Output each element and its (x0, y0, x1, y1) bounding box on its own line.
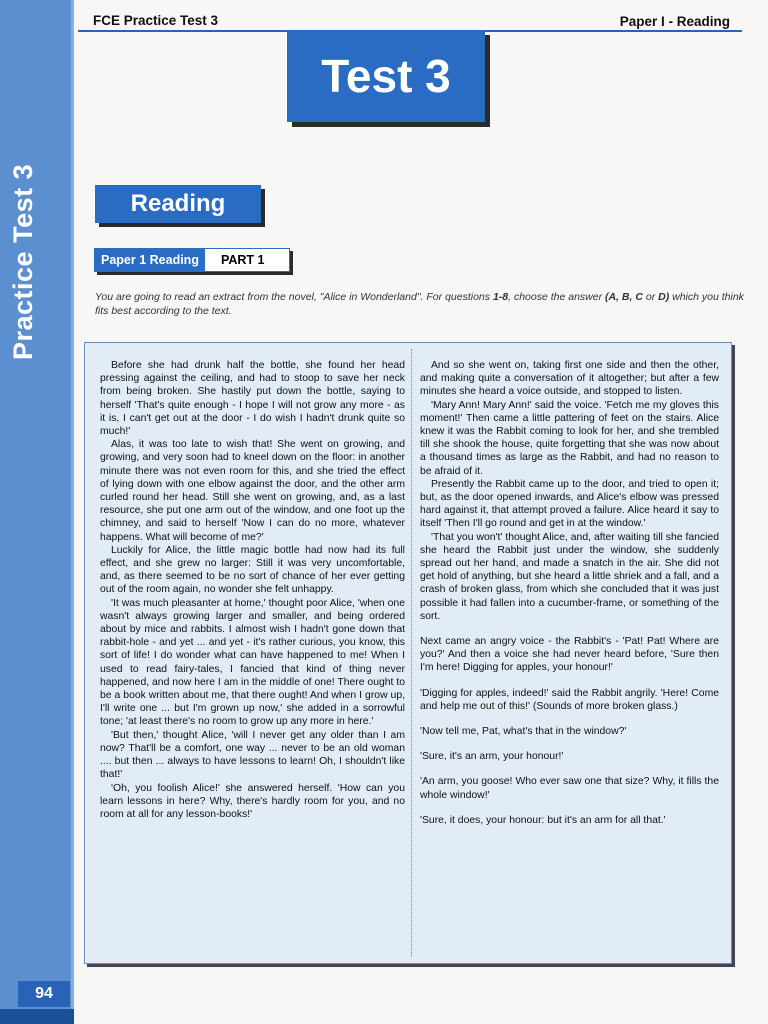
reading-passage (84, 342, 732, 964)
instructions-text-3: or (642, 291, 659, 303)
passage-paragraph: 'An arm, you goose! Who ever saw one that size? Why, it fills the whole window!' (420, 776, 719, 801)
part-label: PART 1 (205, 249, 289, 271)
paper-label: Paper 1 Reading (95, 249, 205, 271)
section-title: Reading (95, 185, 261, 223)
bottom-strip (0, 1009, 74, 1024)
passage-paragraph: Presently the Rabbit came up to the door, and tried to open it; but, as the door opened inwards, and Alice's elbow was pressed hard against it, that attempt proved a failure. Alice heard it say to itself 'Then I'll go round and get in at the window.' (420, 478, 719, 530)
passage-paragraph: 'Digging for apples, indeed!' said the Rabbit angrily. 'Here! Come and help me out of this!' (Sounds of more broken glass.) (420, 687, 719, 712)
passage-paragraph: Alas, it was too late to wish that! She went on growing, and growing, and very soon had to kneel down on the floor: in another minute there was not even room for this, and she tried the effect of lying down with one elbow against the door, and the other arm curled round her head. Still she went on growing, and, as a last resource, she put one arm out of the window, and one foot up the chimney, and said to herself 'Now I can do no more, whatever happens. What will become of me?' (100, 439, 405, 543)
passage-paragraph: 'That you won't' thought Alice, and, after waiting till she fancied she heard the Rabbit just under the window, she suddenly spread out her hand, and made a snatch in the air. She did not get hold of anything, but she heard a little shriek and a fall, and a crash of broken glass, from which she concluded that it was just possible it had fallen into a cucumber-frame, or something of the sort. (420, 531, 719, 622)
instructions-text-4: which you think fits best according to the text. (95, 291, 744, 317)
side-band (0, 0, 74, 1024)
passage-paragraph: 'Sure, it does, your honour: but it's an arm for all that.' (420, 814, 666, 826)
test-title-box: Test 3 (287, 30, 485, 122)
passage-paragraph: 'Sure, it's an arm, your honour!' (420, 751, 564, 763)
instructions-option-d: D) (658, 291, 670, 303)
paper-part-label (94, 248, 290, 272)
header-paper-label: Paper I - Reading (619, 14, 730, 29)
passage-paragraph: 'Mary Ann! Mary Ann!' said the voice. 'Fetch me my gloves this moment!' Then came a little pattering of feet on the stairs. Alice knew it was the Rabbit coming to look for her, and she trembled till she shook the house, quite forgetting that she was now about a thousand times as large as the Rabbit, and had no reason to be afraid of it. (420, 399, 719, 477)
instructions (95, 290, 745, 318)
header-test-label: FCE Practice Test 3 (93, 13, 219, 28)
column-divider (411, 349, 412, 957)
passage-column-left (100, 359, 405, 821)
passage-paragraph: 'Oh, you foolish Alice!' she answered herself. 'How can you learn lessons in here? Why, there's hardly room for you, and no room at all for any lesson-books!' (100, 782, 405, 820)
side-title: Practice Test 3 (8, 163, 38, 360)
page-number: 94 (18, 981, 70, 1007)
passage-paragraph: Luckily for Alice, the little magic bottle had now had its full effect, and she grew no larger: Still it was very uncomfortable, and, as there seemed to be no sort of chance of her ever getting out of the room again, no wonder she felt unhappy. (100, 544, 405, 596)
passage-column-right (420, 359, 719, 827)
passage-paragraph: And so she went on, taking first one side and then the other, and making quite a conversation of it altogether; but after a few minutes she heard a voice outside, and stopped to listen. (420, 360, 719, 398)
passage-paragraph: 'But then,' thought Alice, 'will I never get any older than I am now? That'll be a comfort, one way ... never to be an old woman .... but then ... always to have lessons to learn! Oh, I shouldn't like that!' (100, 729, 405, 781)
instructions-text-2: , choose the answer (508, 291, 606, 303)
instructions-options: (A, B, C (605, 291, 643, 303)
passage-paragraph: Before she had drunk half the bottle, she found her head pressing against the ceiling, and had to stoop to save her neck from being broken. She hastily put down the bottle, saying to herself 'That's quite enough - I hope I will not grow any more - as it is, I can't get out at the door - I do wish I hadn't drunk quite so much!' (100, 360, 405, 438)
instructions-questions: 1-8 (492, 291, 509, 303)
instructions-text-1: You are going to read an extract from the novel, "Alice in Wonderland". For questions (95, 291, 493, 303)
passage-paragraph: 'It was much pleasanter at home,' thought poor Alice, 'when one wasn't always growing larger and smaller, and being ordered about by mice and rabbits. I almost wish I hadn't gone down that rabbit-hole - and yet ... and yet - it's rather curious, you know, this sort of life! I do wonder what can have happened to me! When I used to read fairy-tales, I fancied that kind of thing never happened, and now here I am in the middle of one! There ought to be a book written about me, that there ought! And when I grow up, I'll write one ... but I'm grown up now,' she added in a sorrowful tone; 'at least there's no room to grow up any more in here.' (100, 597, 405, 728)
passage-paragraph: 'Now tell me, Pat, what's that in the window?' (420, 726, 627, 738)
passage-paragraph: Next came an angry voice - the Rabbit's - 'Pat! Pat! Where are you?' And then a voice she had never heard before, 'Sure then I'm here! Digging for apples, your honour!' (420, 636, 719, 674)
